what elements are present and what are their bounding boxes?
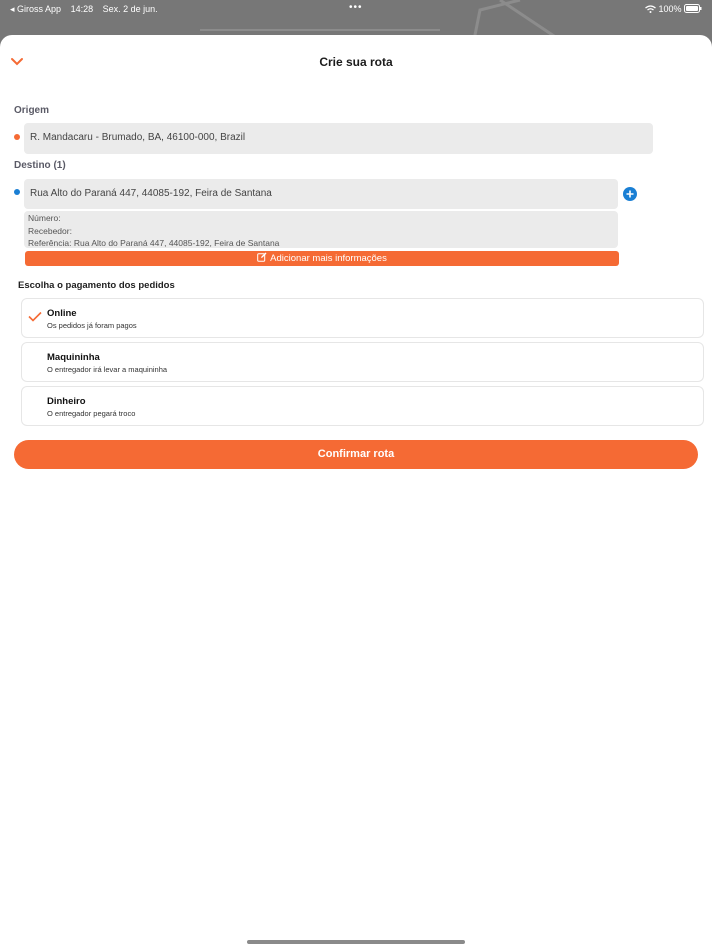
page-title: Crie sua rota [319,55,393,69]
numero-field: Número: [28,213,61,223]
payment-option-name: Online [47,308,77,319]
referencia-field: Referência: Rua Alto do Paraná 447, 44085-192, Feira de Santana [28,238,280,248]
payment-option-description: Os pedidos já foram pagos [47,321,137,330]
status-date: Sex. 2 de jun. [102,4,158,14]
destination-label: Destino (1) [14,160,66,171]
payment-option-name: Dinheiro [47,396,86,407]
battery-level: 100% [658,4,682,14]
origin-input[interactable]: R. Mandacaru - Brumado, BA, 46100-000, Brazil [24,123,653,154]
add-more-info-label: Adicionar mais informações [270,253,387,264]
payment-option-dinheiro[interactable] [21,386,704,426]
payment-title: Escolha o pagamento dos pedidos [18,280,175,291]
destination-details[interactable] [24,211,618,248]
recebedor-field: Recebedor: [28,225,72,236]
checkmark-icon [28,311,42,322]
status-bar [0,0,712,18]
payment-option-online[interactable] [21,298,704,338]
wifi-icon [645,5,656,13]
destination-input[interactable]: Rua Alto do Paraná 447, 44085-192, Feira de Santana [24,179,618,209]
payment-option-name: Maquininha [47,352,100,363]
confirm-route-button[interactable]: Confirmar rota [14,440,698,469]
destination-dot [14,189,20,195]
payment-option-description: O entregador irá levar a maquininha [47,365,168,374]
payment-option-description: O entregador pegará troco [47,409,136,418]
payment-option-maquininha[interactable] [21,342,704,382]
add-more-info-button[interactable] [25,251,619,266]
origin-dot [14,134,20,140]
plus-circle-icon[interactable] [623,187,637,201]
home-indicator[interactable] [247,940,465,944]
battery-icon [684,4,702,13]
route-sheet [0,35,712,950]
multitasking-dots-icon[interactable]: ••• [349,2,363,13]
edit-icon [257,252,267,262]
origin-label: Origem [14,105,50,116]
back-to-app-link[interactable]: ◂ Giross App [10,4,62,14]
status-time: 14:28 [70,4,94,14]
